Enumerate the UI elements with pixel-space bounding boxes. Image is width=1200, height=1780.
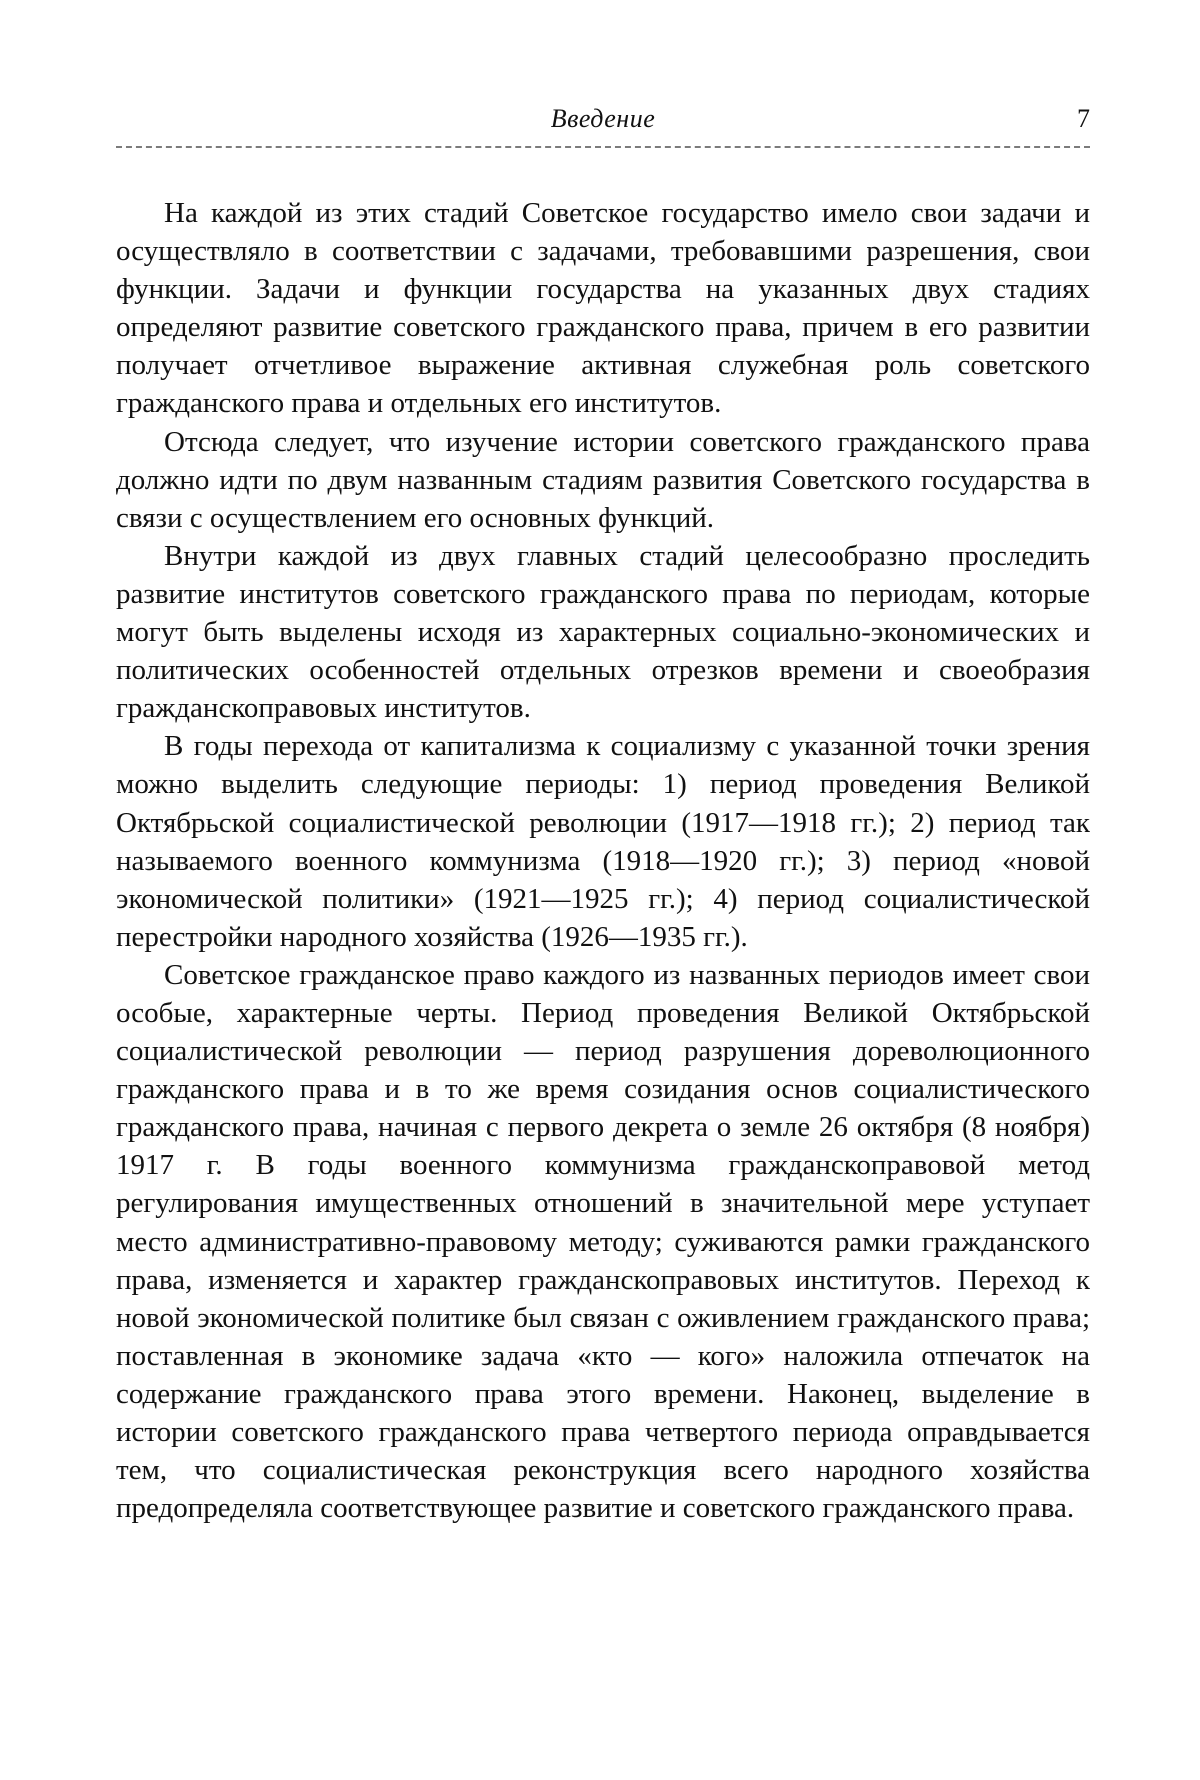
paragraph: Советское гражданское право каждого из названных периодов имеет свои особые, характерные черты. Период проведения Великой Октябрьской социалистической революции — период разрушения дореволюционного гражданского права и в то же время созидания основ социалистического гражданского права, начиная с первого декрета о земле 26 октября (8 ноября) 1917 г. В годы военного коммунизма гражданскоправовой метод регулирования имущественных отношений в значительной мере уступает место административно-правовому методу; суживаются рамки гражданского права, изменяется и характер гражданскоправовых институтов. Переход к новой экономической политике был связан с оживлением гражданского права; поставленная в экономике задача «кто — кого» наложила отпечаток на содержание гражданского права этого времени. Наконец, выделение в истории советского гражданского права четвертого периода оправдывается тем, что социалистическая реконструкция всего народного хозяйства предопределяла соответствующее развитие и советского гражданского права. bbox=[116, 958, 1090, 1525]
running-head bbox=[116, 104, 1090, 148]
header-rule bbox=[116, 146, 1090, 148]
page-number: 7 bbox=[1077, 104, 1090, 133]
body-text bbox=[116, 194, 1090, 1527]
paragraph: Внутри каждой из двух главных стадий целесообразно проследить развитие институтов советского гражданского права по периодам, которые могут быть выделены исходя из характерных социально-экономических и политических особенностей отдельных отрезков времени и своеобразия гражданскоправовых институтов. bbox=[116, 539, 1090, 725]
section-title: Введение bbox=[550, 104, 656, 133]
paragraph: В годы перехода от капитализма к социализму с указанной точки зрения можно выделить следующие периоды: 1) период проведения Великой Октябрьской социалистической революции (1917—1918 гг.); 2) период так называемого военного коммунизма (1918—1920 гг.); 3) период «новой экономической политики» (1921—1925 гг.); 4) период социалистической перестройки народного хозяйства (1926—1935 гг.). bbox=[116, 730, 1090, 953]
paragraph: Отсюда следует, что изучение истории советского гражданского права должно идти по двум названным стадиям развития Советского государства в связи с осуществлением его основных функций. bbox=[116, 425, 1090, 534]
paragraph: На каждой из этих стадий Советское государство имело свои задачи и осуществляло в соответствии с задачами, требовавшими разрешения, свои функции. Задачи и функции государства на указанных двух стадиях определяют развитие советского гражданского права, причем в его развитии получает отчетливое выражение активная служебная роль советского гражданского права и отдельных его институтов. bbox=[116, 197, 1090, 420]
